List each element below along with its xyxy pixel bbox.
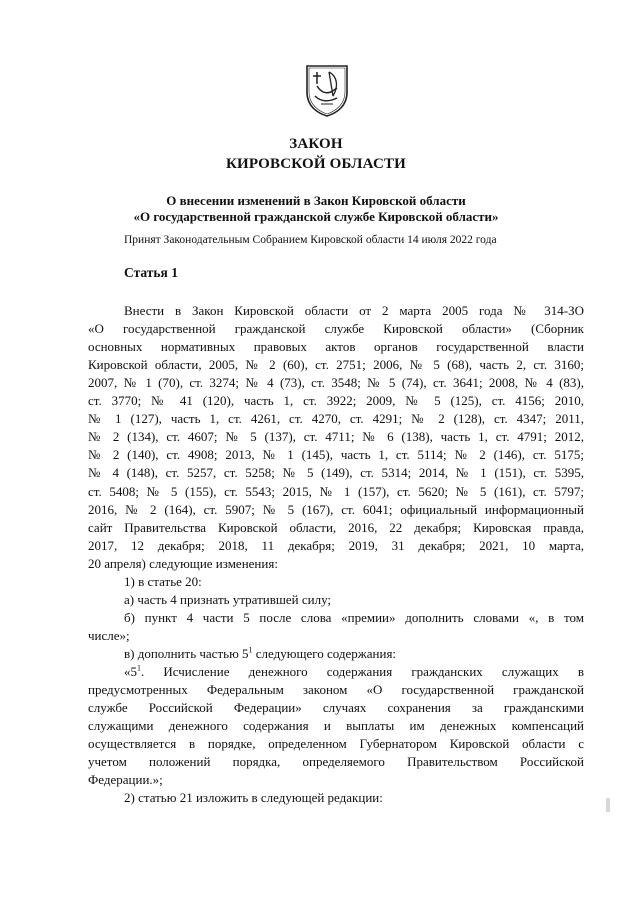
body-line: основных нормативных правовых актов органов государственной власти [88, 339, 584, 354]
scan-margin-mark [606, 798, 610, 812]
body-line: б) пункт 4 части 5 после слова «премии» дополнить словами «, в том [124, 610, 584, 625]
body-line: Федерации.»; [88, 772, 163, 787]
body-line: сайт Правительства Кировской области, 2016, 22 декабря; Кировская правда, [88, 520, 584, 535]
body-line: 2) статью 21 изложить в следующей редакции: [124, 790, 383, 805]
body-line: 2007, № 1 (70), ст. 3274; № 4 (73), ст. 3548; № 5 (74), ст. 3641; 2008, № 4 (83), [88, 375, 584, 390]
body-line: предусмотренных Федеральным законом «О государственной гражданской [88, 682, 584, 697]
body-line: Внести в Закон Кировской области от 2 марта 2005 года № 314-ЗО [124, 303, 584, 318]
body-line: службе Российской Федерации» случаях сохранения за гражданскими [88, 700, 584, 715]
body-line: № 2 (134), ст. 4607; № 5 (137), ст. 4711; № 6 (138), часть 1, ст. 4791; 2012, [88, 429, 584, 444]
law-subject-line-2: «О государственной гражданской службе Кировской области» [133, 209, 499, 224]
body-line: учетом положений порядка, определяемого Правительством Российской [88, 754, 584, 769]
body-line: № 2 (140), ст. 4908; 2013, № 1 (145), часть 1, ст. 5114; № 2 (146), ст. 5175; [88, 447, 584, 462]
body-line: 2017, 12 декабря; 2018, 11 декабря; 2019, 31 декабря; 2021, 10 марта, [88, 538, 584, 553]
body-line: осуществляется в порядке, определенном Губернатором Кировской области с [88, 736, 584, 751]
body-line: 20 апреля) следующие изменения: [88, 556, 278, 571]
law-region-title: КИРОВСКОЙ ОБЛАСТИ [225, 156, 407, 172]
body-line: № 4 (148), ст. 5257, ст. 5258; № 5 (149), ст. 5314; 2014, № 1 (151), ст. 5395, [88, 465, 584, 480]
body-line: числе»; [88, 628, 130, 643]
body-line: Кировской области, 2005, № 2 (60), ст. 2751; 2006, № 5 (68), часть 2, ст. 3160; [88, 357, 584, 372]
body-line: «О государственной гражданской службе Кировской области» (Сборник [88, 321, 584, 336]
body-line: ст. 5408; № 5 (155), ст. 5543; 2015, № 1 (157), ст. 5620; № 5 (161), ст. 5797; [88, 484, 584, 499]
law-title: ЗАКОН [289, 136, 343, 152]
body-line: а) часть 4 признать утратившей силу; [124, 592, 332, 607]
law-subject-line-1: О внесении изменений в Закон Кировской области [166, 193, 466, 208]
body-line: ст. 3770; № 41 (120), часть 1, ст. 3922; 2009, № 5 (125), ст. 4156; 2010, [88, 393, 584, 408]
article-heading: Статья 1 [124, 265, 178, 280]
superscript: 1 [248, 645, 253, 655]
body-line: 1) в статье 20: [124, 574, 202, 589]
body-line: в) дополнить частью $5^1$ следующего содержания: [124, 645, 397, 661]
body-line: «$5^1$. Исчисление денежного содержания гражданских служащих в [124, 663, 584, 679]
superscript: 1 [137, 663, 141, 673]
kirov-oblast-coat-of-arms-icon [303, 62, 351, 118]
adoption-note: Принят Законодательным Собранием Кировской области 14 июля 2022 года [124, 234, 497, 246]
body-line: 2016, № 2 (164), ст. 5907; № 5 (167), ст. 6041; официальный информационный [88, 502, 584, 517]
body-line: служащими денежного содержания и выплаты им денежных компенсаций [88, 718, 584, 733]
body-line: № 1 (127), часть 1, ст. 4261, ст. 4270, ст. 4291; № 2 (128), ст. 4347; 2011, [88, 411, 584, 426]
